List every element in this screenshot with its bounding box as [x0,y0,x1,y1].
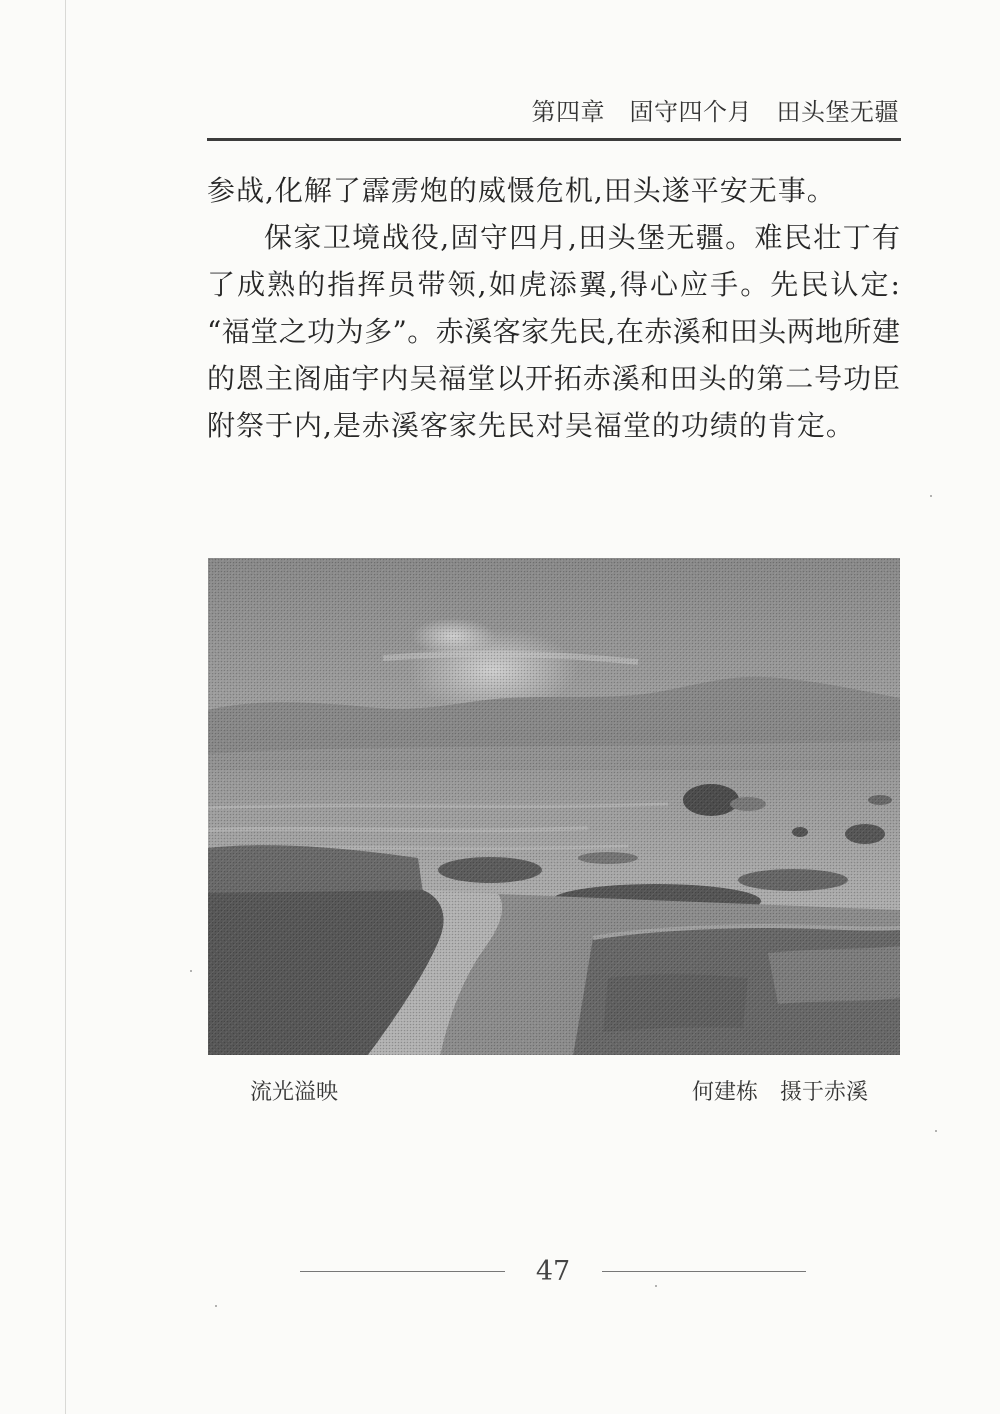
body-line: 了成熟的指挥员带领,如虎添翼,得心应手。先民认定: [207,268,900,301]
running-title: 第四章 固守四个月 田头堡无疆 [531,98,899,126]
photo-caption: 流光溢映 [250,1080,339,1105]
body-line: 保家卫境战役,固守四月,田头堡无疆。难民壮丁有 [264,221,900,254]
body-line: 参战,化解了霹雳炮的威慑危机,田头遂平安无事。 [207,174,836,207]
scan-speck [935,1130,937,1132]
scan-speck [655,1285,657,1287]
scan-speck [190,970,192,972]
scan-speck [215,1305,217,1307]
header-rule [207,138,901,141]
page-number: 47 [535,1256,571,1287]
scan-edge [65,0,66,1414]
body-line: “福堂之功为多”。赤溪客家先民,在赤溪和田头两地所建 [207,315,900,348]
scan-speck [930,495,932,497]
body-text [207,167,900,449]
landscape-photo [208,558,900,1055]
body-line: 附祭于内,是赤溪客家先民对吴福堂的功绩的肯定。 [207,409,855,442]
footer-rule-left [300,1271,505,1272]
halftone-screen [208,558,900,1055]
footer-rule-right [602,1271,806,1272]
body-line: 的恩主阁庙宇内吴福堂以开拓赤溪和田头的第二号功臣 [207,362,900,395]
photo-credit: 何建栋 摄于赤溪 [691,1080,868,1105]
